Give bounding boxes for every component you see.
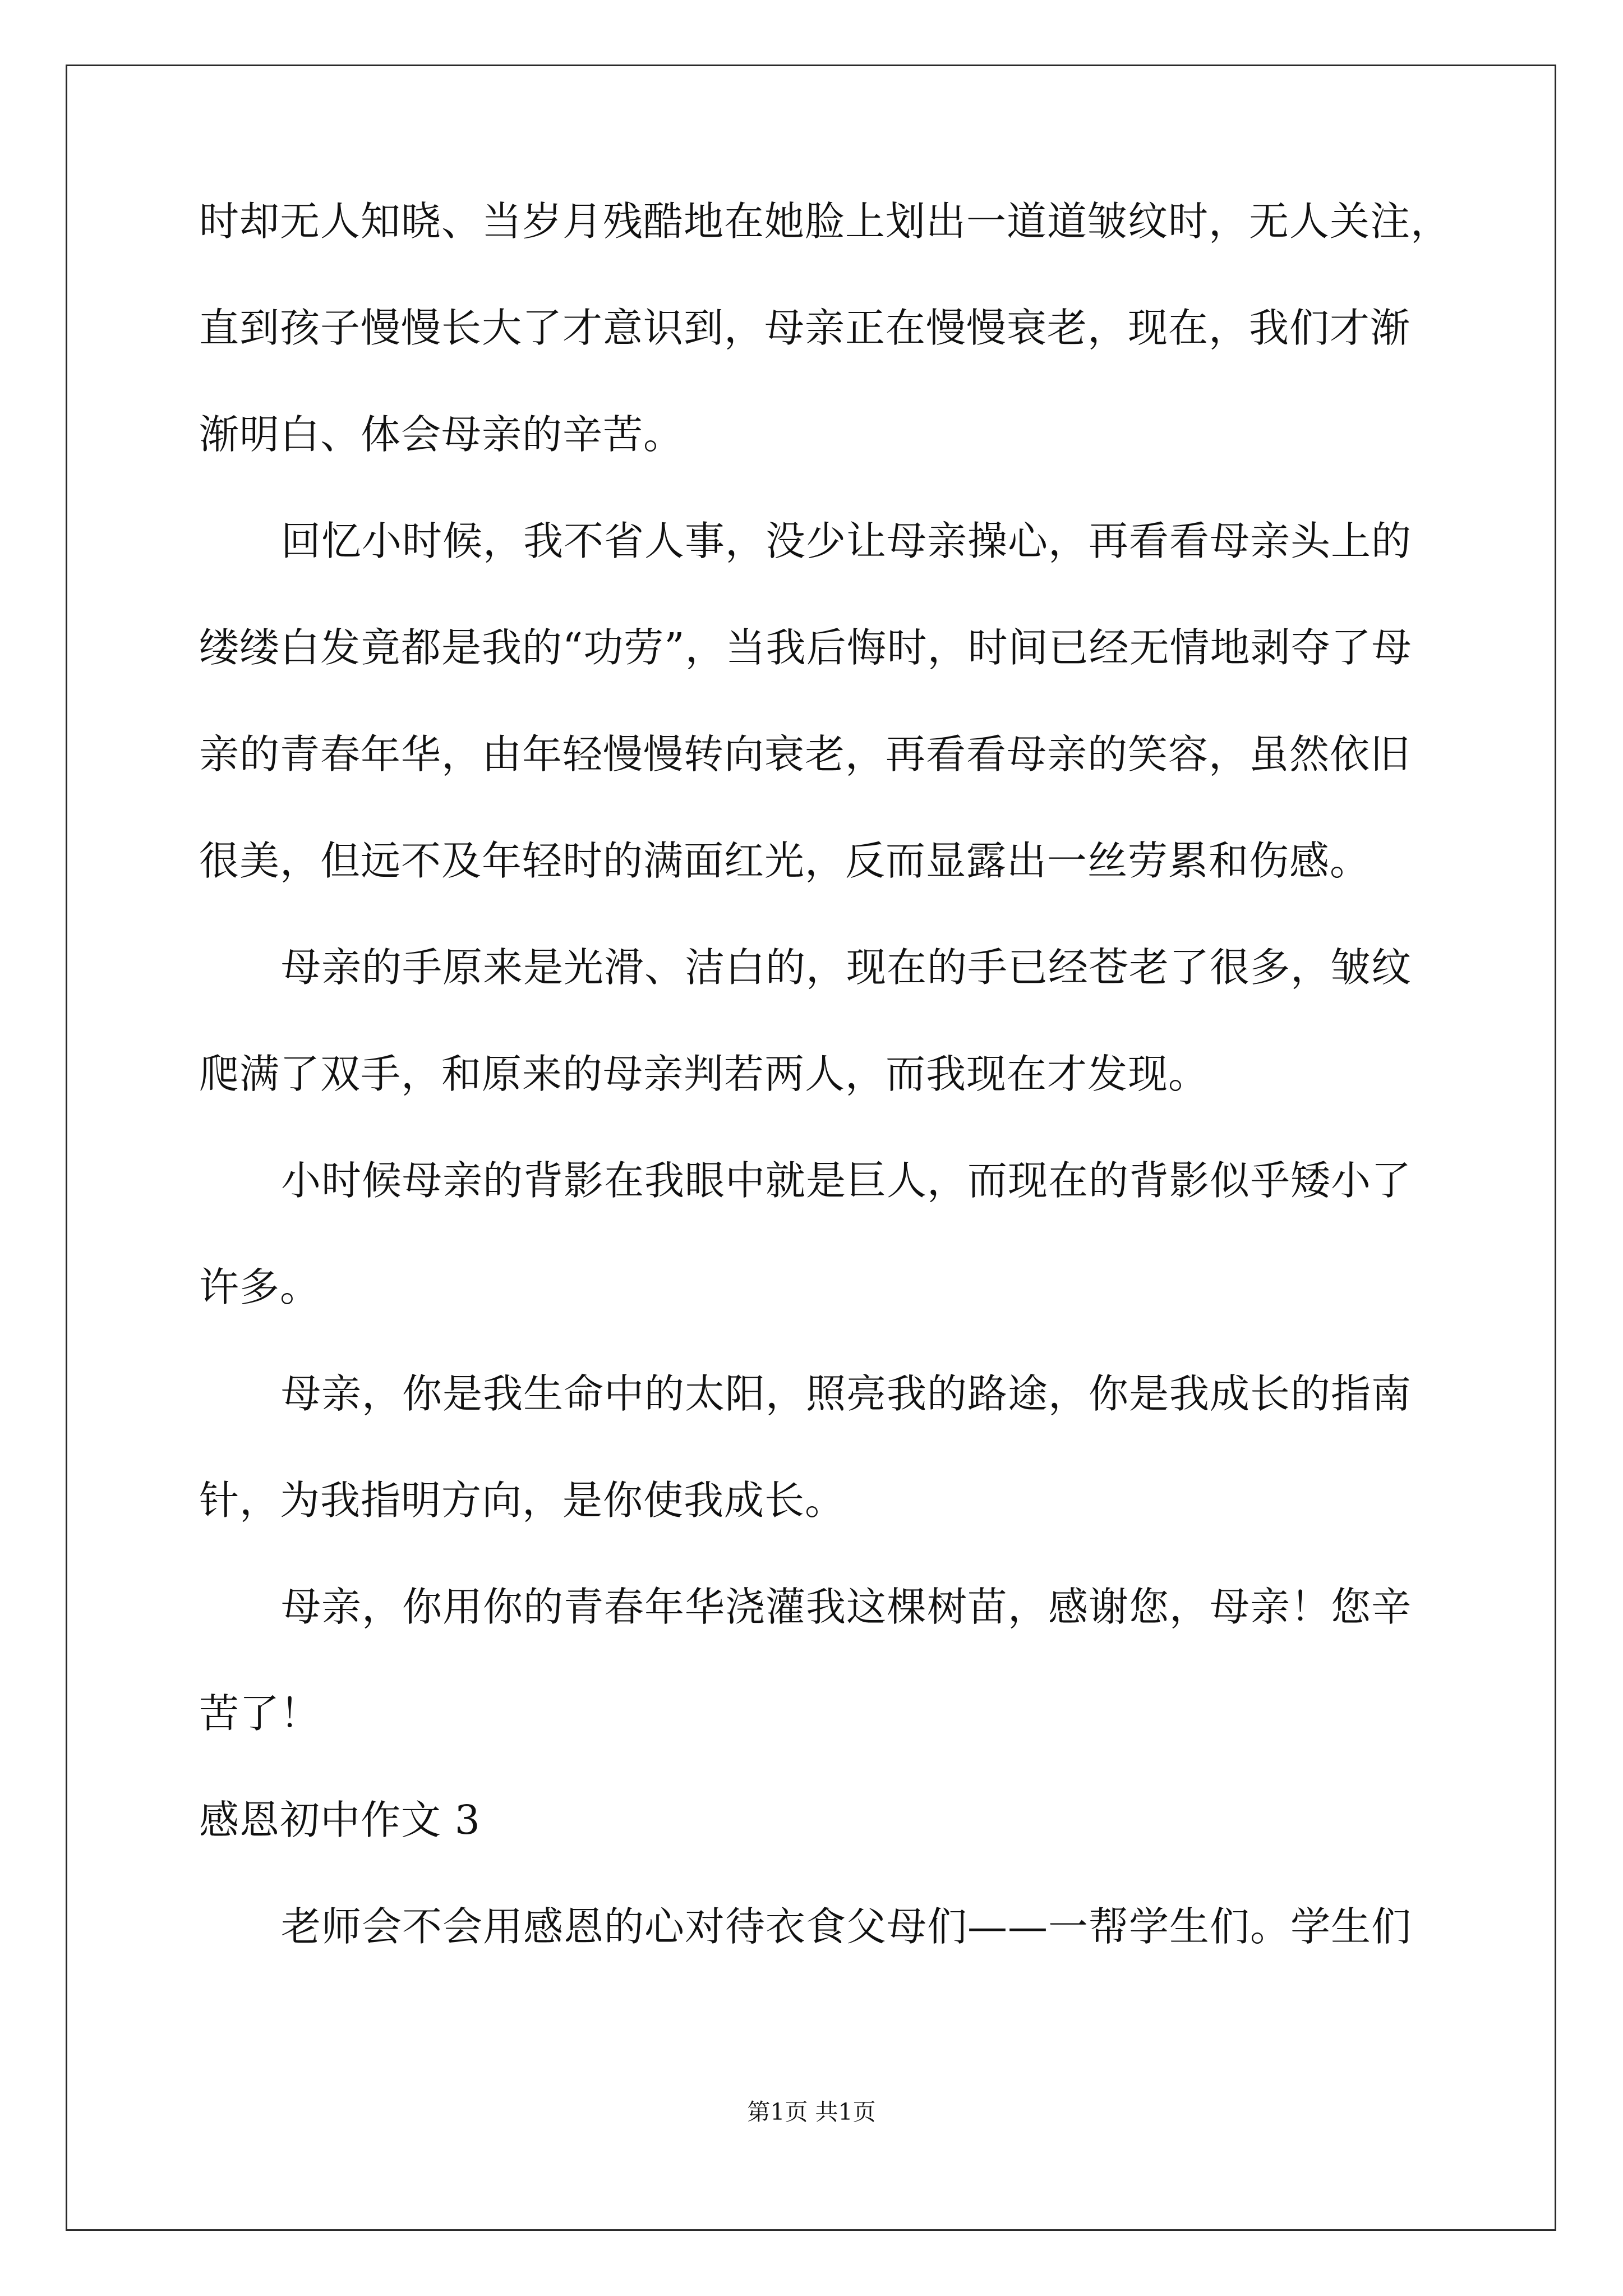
text-line: 针，为我指明方向，是你使我成长。 xyxy=(199,1477,846,1524)
text-line: 苦了！ xyxy=(199,1690,321,1737)
text-line: 小时候母亲的背影在我眼中就是巨人，而现在的背影似乎矮小了 xyxy=(281,1157,1412,1204)
text-line: 很美，但远不及年轻时的满面红光，反而显露出一丝劳累和伤感。 xyxy=(199,838,1371,884)
text-line: 直到孩子慢慢长大了才意识到，母亲正在慢慢衰老，现在，我们才渐 xyxy=(199,305,1411,351)
text-line: 老师会不会用感恩的心对待衣食父母们——一帮学生们。学生们 xyxy=(281,1903,1412,1950)
section-heading: 感恩初中作文 3 xyxy=(199,1797,481,1843)
text-line: 时却无人知晓、当岁月残酷地在她脸上划出一道道皱纹时，无人关注， xyxy=(199,198,1451,245)
text-line: 爬满了双手，和原来的母亲判若两人，而我现在才发现。 xyxy=(199,1051,1209,1097)
text-line: 亲的青春年华，由年轻慢慢转向衰老，再看看母亲的笑容，虽然依旧 xyxy=(199,731,1411,777)
text-line: 母亲，你是我生命中的太阳，照亮我的路途，你是我成长的指南 xyxy=(281,1370,1412,1417)
page-footer: 第1页 共1页 xyxy=(747,2099,876,2125)
text-line: 母亲，你用你的青春年华浇灌我这棵树苗，感谢您，母亲！您辛 xyxy=(281,1584,1412,1630)
text-line: 回忆小时候，我不省人事，没少让母亲操心，再看看母亲头上的 xyxy=(281,518,1412,564)
text-line: 缕缕白发竟都是我的“功劳”，当我后悔时，时间已经无情地剥夺了母 xyxy=(199,624,1412,671)
text-line: 渐明白、体会母亲的辛苦。 xyxy=(199,411,684,458)
text-line: 许多。 xyxy=(199,1264,321,1310)
text-line: 母亲的手原来是光滑、洁白的，现在的手已经苍老了很多，皱纹 xyxy=(281,944,1412,991)
